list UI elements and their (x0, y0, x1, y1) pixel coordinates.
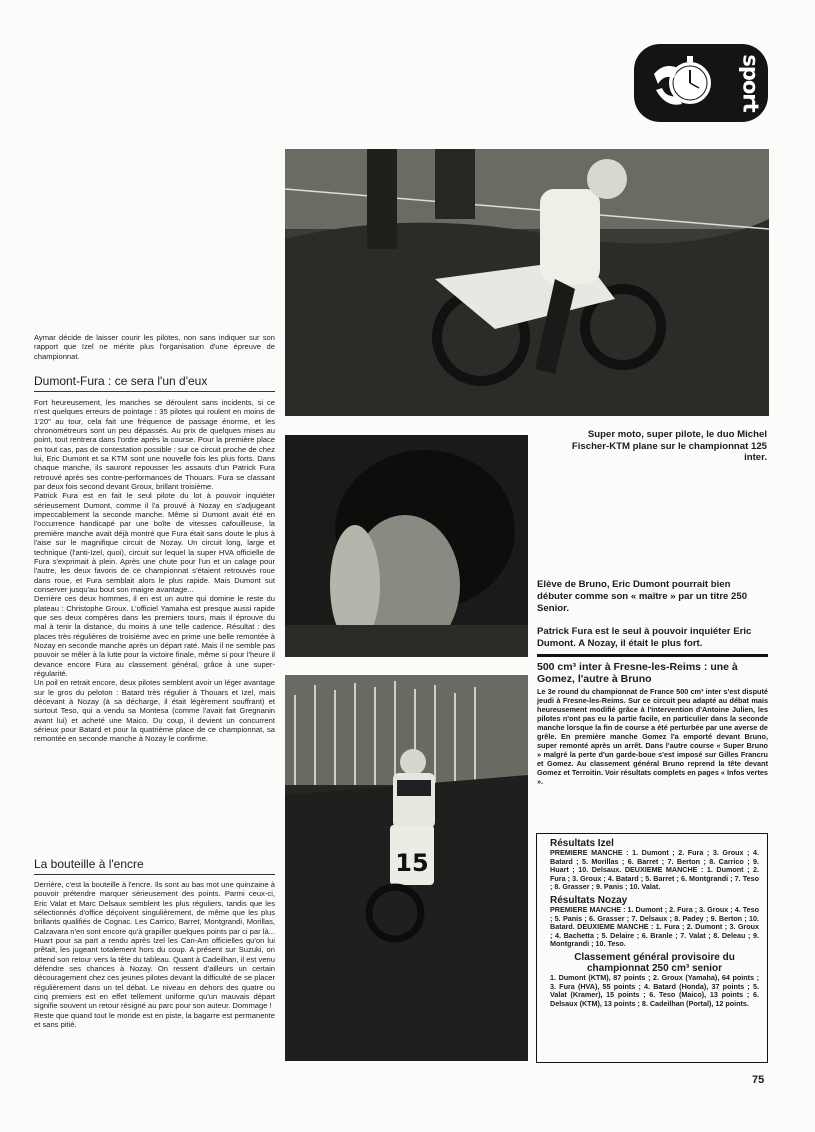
section-title-dumont-fura: Dumont-Fura : ce sera l'un d'eux (34, 374, 208, 388)
intro-paragraph: Aymar décide de laisser courir les pilotes, non sans indiquer sur son rapport que Izel ne mérite plus l'organisation d'une épreuve de championnat. (34, 333, 275, 361)
section2-body: Derrière, c'est la bouteille à l'encre. Ils sont au bas mot une quinzaine à pouvoir prétendre marquer sérieusement des points. Parmi ceux-ci, Eric Valat et Marc Delsaux semblent les plus réguliers, tandis que les sélectionnés d'office déçoivent singulièrement, de même que les plus brillants qualifiés de Cognac. Les Carrico, Barret, Montgrandi, Morillas, Calzavara n'en sont encore qu'à grapiller quelques points par ci par là... Huart pour sa part a rendu après Izel les Can-Am officielles qu'on lui prêtait, les jugeant totalement hors du coup. A présent sur Suzuki, on attend son retour vers la tête du tableau. Quant à Cadeilhan, il est venu défendre ses chances à Nozay. On ressent d'ailleurs un certain découragement chez ces jeunes pilotes devant la difficulté de se placer régulièrement dans un tel débat. Le niveau en dehors des quatre ou cinq premiers est en effet tellement uniforme qu'un mauvais départ signifie souvent un retour résigné au parc pour son auteur. Dommage ! Reste que quand tout le monde est en piste, la bagarre est permanente et sans pitié. (34, 880, 275, 1030)
results-box (536, 833, 768, 1063)
news-body: Le 3e round du championnat de France 500 cm³ inter s'est disputé jeudi à Fresne-les-Reims. Sur ce circuit peu adapté au débat mais heureusement modifié grâce à l'intervention d'Antoine Julien, les pilotes n'ont pas eu la partie facile, en particulier dans la seconde manche lorsque la fin de course a été perturbée par une averse de grêle. En première manche Gomez l'a emporté devant Bruno, super remonté après un arrêt. Dans l'autre course « Super Bruno » malgré la perte d'un garde-boue s'est imposé sur Gilles Francru et Gomez. Au classement général Bruno reprend la tête devant Gomez et Terroitin. Voir résultats complets en pages « Infos vertes ». (537, 687, 768, 786)
results-izel-title: Résultats Izel (550, 838, 614, 849)
svg-text:15: 15 (395, 849, 429, 877)
section-divider (537, 654, 768, 657)
results-classement-body: 1. Dumont (KTM), 87 points ; 2. Groux (Yamaha), 64 points ; 3. Fura (HVA), 55 points ; 4. Batard (Honda), 37 points ; 5. Valat (Kramer), 15 points ; 6. Teso (Maico), 13 points ; 6. Delsaux (KTM), 13 points ; 8. Cadeilhan (Portal), 12 points. (550, 972, 759, 1008)
photo-portrait-dumont (285, 435, 528, 657)
photo-rider-fura (285, 675, 528, 1061)
section-rule (34, 391, 275, 392)
section-rule (34, 874, 275, 875)
sport-logo (634, 44, 768, 122)
results-nozay-title: Résultats Nozay (550, 894, 628, 906)
page-number: 75 (752, 1074, 765, 1086)
results-classement-title: Classement général provisoire du championnat 250 cm³ senior (574, 951, 735, 974)
results-nozay-body: PREMIERE MANCHE : 1. Dumont ; 2. Fura ; 3. Groux ; 4. Teso ; 5. Panis ; 6. Grasser ; 7. Delsaux ; 8. Padey ; 9. Berton ; 10. Batard. DEUXIEME MANCHE : 1. Fura ; 2. Dumont ; 3. Groux ; 4. Bachetta ; 5. Delaire ; 6. Branle ; 7. Valat ; 8. Deleau ; 9. Montgrandi ; 10. Teso. (550, 904, 759, 949)
photo-rider-fischer-ktm (285, 149, 769, 416)
caption-photo1: Super moto, super pilote, le duo Michel Fischer-KTM plane sur le championnat 125 inter. (571, 429, 767, 464)
caption-photo2b: Patrick Fura est le seul à pouvoir inquiéter Eric Dumont. A Nozay, il était le plus fort. (537, 626, 752, 649)
section-title-bouteille: La bouteille à l'encre (34, 857, 144, 871)
caption-photo2a: Elève de Bruno, Eric Dumont pourrait bien débuter comme son « maître » par un titre 250 Senior. (537, 579, 748, 614)
results-izel-body: PREMIERE MANCHE : 1. Dumont ; 2. Fura ; 3. Groux ; 4. Batard ; 5. Morillas ; 6. Barret ; 7. Berton ; 8. Carrico ; 9. Huart ; 10. Delsaux. DEUXIEME MANCHE : 1. Dumont ; 2. Fura ; 3. Groux ; 4. Batard ; 5. Barret ; 6. Montgrandi ; 7. Teso ; 8. Grasser ; 9. Panis ; 10. Valat. (550, 848, 759, 892)
news-headline: 500 cm³ inter à Fresne-les-Reims : une à Gomez, l'autre à Bruno (537, 661, 738, 685)
logo-text: sport (739, 54, 764, 112)
section1-body: Fort heureusement, les manches se déroulent sans incidents, si ce n'est quelques erreurs de pointage : 35 pilotes qui roulent en moins de 1'20" au tour, cela fait une fréquence de passage énorme, et les chronométreurs sont un peu dépassés. Au prix de quelques mises au point, tout rentrera dans l'ordre après la course. Pour la première place en tout cas, pas de contestation possible : sur ce circuit proche de chez lui, Eric Dumont et sa KTM sont une nouvelle fois les plus forts. Dans chaque manche, ils sauront repousser les assauts d'un Patrick Fura retrouvé après ses contre-performances de Thouars. Fura se classant par deux fois second devant Groux, brillant troisième. Patrick Fura est en fait le seul pilote du lot à pouvoir inquiéter sérieusement Dumont, comme il l'a prouvé à Nozay en s'adjugeant impeccablement la seconde manche. Même si Dumont avait été en l'occurrence handicapé par une boîte de vitesses cafouilleuse, la première manche avait déjà montré que Fura était sans doute le plus à l'aise sur le magnifique circuit de Nozay. Un circuit long, large et technique (l'anti-Izel, quoi), circuit sur lequel la super HVA officielle de Fura s'exprimait à plein. Après une chute pour l'un et un calage pour l'autre, les deux favoris de ce championnat s'étaient retrouvés roue dans roue, et Fura semblait alors le plus rapide. Mais Dumont sut conserver jusqu'au bout son maigre avantage... Derrière ces deux hommes, il en est un autre qui domine le reste du plateau : Christophe Groux. L'officiel Yamaha est presque aussi rapide que ses deux compères dans les premiers tours, mais il éprouve du mal à tenir la distance, du moins à une telle cadence. Résultat : des places très régulières de troisième avec en prime une belle remontée à Nozay en seconde manche après un départ raté. Mais il ne semble pas pouvoir se mêler à la lutte pour la victoire finale, même si pour l'heure il devance encore Fura au classement général, grâce à une super-régularité. Un poil en retrait encore, deux pilotes semblent avoir un léger avantage sur le gros du peloton : Batard très régulier à Thouars et Izel, mais décevant à Nozay (à sa décharge, il était légèrement souffrant) et surtout Teso, qui a vendu sa Montesa (comme l'avait fait Gregnanin avant lui) et acheté une Maico. Du coup, il devient un concurrent sérieux pour Batard et pour la quatrième place de ce championnat, sa remontée en seconde manche à Nozay le confirme. (34, 398, 275, 744)
